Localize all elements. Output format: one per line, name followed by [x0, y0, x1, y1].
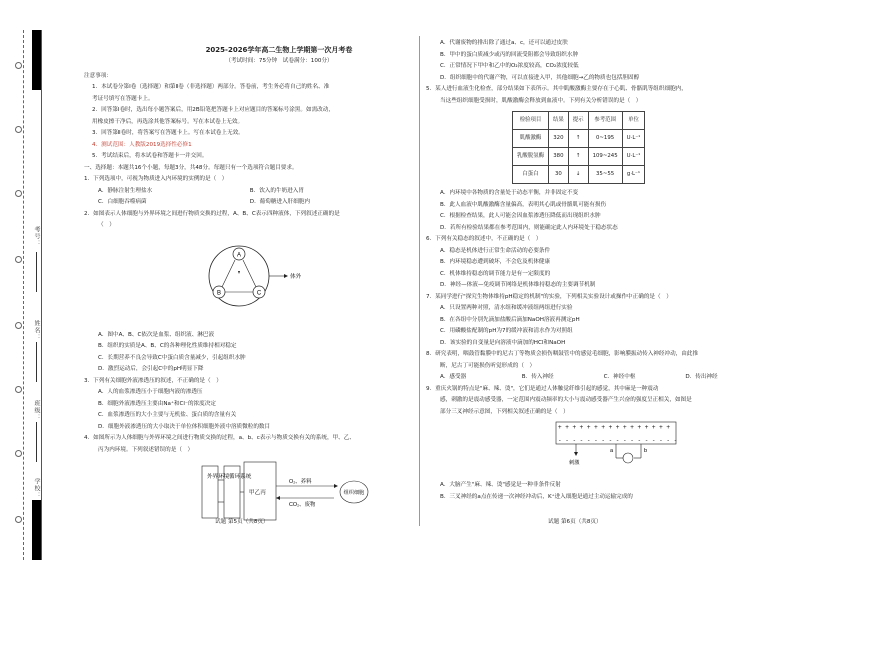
q4-stem: 4．如图所示为人体细胞与外界环境之间进行物质交换的过程，a、b、c表示与物质交换有关的系统，甲、乙、: [84, 435, 355, 441]
q4-label-outside: [207, 472, 230, 480]
q7-stem: 7．某同学进行"探究生物体维持pH稳定的机制"的实验，下列相关实验设计或操作中正确的是（ ）: [426, 293, 672, 300]
section-heading: 一、选择题：本题共16个小题，每题3分，共48分。每题只有一个选项符合题目要求。: [84, 164, 298, 171]
q2-option-d: D．激烈运动后，会引起C中的pH明显下降: [98, 366, 204, 372]
q9-charge-row: + + + + + + + + + + + + + + + +: [558, 424, 670, 431]
q5-option-d: D．若所有检验结果都在参考范围内，则能确定此人内环境处于稳态状态: [440, 224, 618, 231]
binding-field-exam-no: 考号：: [33, 226, 40, 247]
table-cell: 肌酸激酶: [513, 130, 549, 148]
q9-stem: 9．重庆火锅的特点是"麻、辣、烫"，它们是通过人体触觉纤维引起的感觉，其中麻是一种震动: [426, 385, 659, 392]
q5-stem: 5．某人进行血液生化检查，部分结果如下表所示。其中肌酸激酶主要存在于心肌、骨骼肌等组织细胞内，: [426, 86, 687, 92]
binding-hole: [15, 256, 22, 263]
q3-option-a: A．人的血浆渗透压小于细胞内液的渗透压: [98, 389, 203, 395]
table-cell: 109~245: [588, 148, 622, 166]
table-row: [513, 130, 645, 148]
q4-exchange-diagram: [84, 456, 414, 522]
q2-diagram: [84, 232, 414, 330]
q7-option-c: C．用磷酸盐配制的pH为7的缓冲液和清水作为对照组: [440, 328, 573, 334]
q7-option-a: A．只设置两种对照，清水组和缓冲液组两组进行实验: [440, 305, 573, 311]
binding-field-school: 学校：: [33, 478, 40, 499]
q1-option-a: A．静脉注射生理盐水: [98, 187, 153, 194]
footer-page-left: 试题 第5页（共8页）: [215, 519, 269, 525]
q3-option-d: D．细胞外液渗透压的大小取决于单位体积细胞外液中溶质微粒的数目: [98, 423, 271, 430]
q2-stem-cont: （ ）: [98, 222, 115, 228]
q2-label-c: C: [256, 290, 262, 296]
q1-options-row: [84, 197, 414, 209]
binding-strip: [2, 30, 42, 560]
q5-option-b: B．此人血液中肌酸激酶含量偏高，表明其心肌或骨骼肌可能有损伤: [440, 201, 607, 208]
q9-nerve-diagram: [426, 418, 771, 480]
q6-option-a: A．稳态是机体进行正常生命活动的必要条件: [440, 247, 551, 254]
q5-lab-table: [512, 111, 645, 184]
binding-field-line: [36, 252, 37, 292]
q4-outside-text: 外界环境: [207, 474, 230, 480]
table-header-cell: 检验项目: [513, 112, 549, 130]
q1-options-row: [84, 186, 414, 198]
q2-fluid-exchange-diagram: [84, 232, 414, 330]
q2-option-b: B．组织的实质是A、B、C的各种理化性质维持相对稳定: [98, 343, 237, 349]
note-line-scope: 4．测试范围：人教版2019选择性必修1: [92, 141, 192, 148]
table-cell: U·L⁻¹: [622, 130, 645, 148]
q1-option-d: D．葡萄糖进入肝细胞内: [249, 199, 311, 205]
binding-black-bar: [32, 30, 41, 90]
table-cell: U·L⁻¹: [622, 148, 645, 166]
q4-label-co2: CO₂、废物: [289, 502, 316, 508]
q9-label-stimulus: 刺激: [569, 460, 580, 466]
binding-hole: [15, 62, 22, 69]
q9-label-a: a: [610, 448, 614, 454]
note-line: 考证号填写在答题卡上。: [92, 95, 154, 102]
binding-hole: [15, 126, 22, 133]
binding-field-class: 班级：: [33, 400, 40, 421]
table-cell: 380: [548, 148, 568, 166]
table-header-row: [513, 112, 645, 130]
binding-hole: [15, 190, 22, 197]
table-cell: 乳酸脱氢酶: [513, 148, 549, 166]
table-header-cell: 提示: [568, 112, 588, 130]
q2-option-c: C．长期营养不良会导致C中蛋白质含量减少，引起组织水肿: [98, 354, 246, 361]
q4-option-b: B．甲中的蛋白质减少或丙的回流受阻都会导致组织水肿: [440, 51, 579, 58]
q4-option-c: C．正常情况下甲中和乙中的O₂浓度较高，CO₂浓度较低: [440, 63, 579, 69]
q1-option-c: C．白细胞吞噬病菌: [98, 199, 147, 205]
q4-stem-cont: 丙为内环境。下列叙述错误的是（ ）: [98, 446, 194, 453]
table-cell: 320: [548, 130, 568, 148]
note-line: 3．回答第Ⅱ卷时，将答案写在答题卡上。写在本试卷上无效。: [92, 130, 244, 136]
note-line: 2．回答第Ⅰ卷时，选出每小题答案后，用2B铅笔把答题卡上对应题目的答案标号涂黑。如需改动，: [92, 107, 334, 113]
table-header-cell: 结果: [548, 112, 568, 130]
q3-stem: 3．下列有关细胞外液渗透压的叙述，不正确的是（ ）: [84, 377, 222, 384]
q9-label-b: b: [644, 448, 648, 454]
q7-option-d: D．该实验的自变量是向溶液中滴加的HCl和NaOH: [440, 339, 566, 346]
q4-option-a: A．代谢废物的排出除了通过a、c，还可以通过皮肤: [440, 40, 568, 46]
binding-hole: [15, 450, 22, 457]
q2-option-a: A．图中A、B、C依次是血浆、组织液、淋巴液: [98, 331, 215, 338]
notes-heading: 注意事项：: [84, 72, 112, 79]
q4-label-cell: 组织细胞: [343, 490, 365, 496]
binding-field-line: [36, 342, 37, 382]
q6-option-d: D．神经—体液—免疫调节网络是机体维持稳态的主要调节机制: [440, 282, 596, 288]
note-line: 5．考试结束后，将本试卷和答题卡一并交回。: [92, 153, 208, 159]
binding-black-bar: [32, 500, 41, 560]
table-cell: 白蛋白: [513, 166, 549, 184]
q2-stem: 2．如图表示人体细胞与外界环境之间进行物质交换的过程，A、B、C表示四种液体，下列叙述正确的是: [84, 210, 340, 217]
table-header-cell: 参考范围: [588, 112, 622, 130]
binding-field-line: [36, 422, 37, 462]
q9-charge-row: - - - - - - - - - - - - - - - - -: [558, 437, 678, 444]
q5-option-a: A．内环境中各物质的含量处于动态平衡，并非固定不变: [440, 190, 579, 196]
q8-option-a: A．感受器: [440, 374, 467, 380]
q1-option-b: B．饮入的牛奶进入胃: [249, 187, 304, 194]
q4-label-internal: 甲乙丙: [249, 490, 266, 496]
q8-option-c: C．神经中枢: [603, 374, 636, 380]
binding-hole: [15, 386, 22, 393]
q5-option-c: C．根据检查结果，此人可能会因血浆渗透压降低而出现组织水肿: [440, 213, 601, 219]
exam-subtitle: （考试时间：75分钟 试卷满分：100分）: [225, 58, 333, 64]
q9-stem-cont: 感，刺激的是震动感受器，一定范围内震动频率的大小与震动感受器产生兴奋的强度呈正相关，如图是: [440, 397, 692, 403]
q5-stem-cont: 当这些组织细胞受损时，肌酸激酶会释放到血液中。下列有关分析错误的是（ ）: [440, 97, 642, 104]
q9-option-a: A．大脑产生"麻、辣、烫"感觉是一种非条件反射: [440, 482, 561, 488]
table-cell: 30: [548, 166, 568, 184]
q9-diagram: [426, 418, 771, 480]
table-cell: g·L⁻¹: [622, 166, 645, 184]
q4-diagram: [84, 456, 414, 522]
q6-stem: 6．下列有关稳态的叙述中，不正确的是（ ）: [426, 236, 542, 242]
note-line: 1．本试卷分第Ⅰ卷（选择题）和第Ⅱ卷（非选择题）两部分。答卷前，考生务必将自己的姓名、准: [92, 84, 330, 90]
q3-option-c: C．血浆渗透压的大小主要与无机盐、蛋白质的含量有关: [98, 412, 237, 418]
table-cell: ↑: [568, 130, 588, 148]
left-column: [84, 40, 414, 522]
q8-option-b: B．传入神经: [521, 374, 554, 380]
q2-label-b: B: [216, 290, 222, 296]
q2-label-a: A: [236, 252, 242, 258]
q4-label-circulation: 循环系统: [229, 474, 252, 480]
q3-option-b: B．细胞外液渗透压主要由Na⁺和Cl⁻的浓度决定: [98, 400, 216, 407]
table-row: [513, 166, 645, 184]
binding-fold-line: [23, 30, 24, 560]
q4-label-o2: O₂、养料: [289, 479, 312, 485]
right-column: [426, 38, 771, 503]
q6-option-c: C．机体维持稳态的调节能力是有一定限度的: [440, 270, 551, 277]
q7-option-b: B．在各组中分别先滴加盐酸后滴加NaOH溶液再测定pH: [440, 316, 580, 323]
q8-options-row: [426, 372, 771, 384]
table-cell: ↑: [568, 148, 588, 166]
binding-hole: [15, 516, 22, 523]
column-divider: [419, 36, 420, 526]
q9-stem-cont: 部分三叉神经示意图，下列相关叙述正确的是（ ）: [440, 408, 569, 415]
q8-stem-cont: 断，尼古丁可能损伤听觉形成的（ ）: [440, 362, 536, 369]
q8-option-d: D．传出神经: [685, 374, 718, 380]
binding-hole: [15, 322, 22, 329]
binding-field-name: 姓名：: [33, 320, 40, 341]
q6-option-b: B．内环境稳态遭到破坏，不会危及机体健康: [440, 259, 551, 265]
table-header-cell: 单位: [622, 112, 645, 130]
table-row: [513, 148, 645, 166]
q4-option-d: D．组织细胞中的代谢产物，可以直接进入甲，其他细胞→乙的物质也包括胆固醇: [440, 74, 640, 81]
q9-option-b: B．三叉神经的a点在传递一次神经冲动后，K⁺进入细胞是通过主动运输完成的: [440, 493, 633, 500]
q1-stem: 1．下列选项中，可视为物质进入内环境的实例的是（ ）: [84, 176, 228, 182]
exam-title: 2025-2026学年高二生物上学期第一次月考卷: [205, 46, 353, 54]
q2-label-outside: 体外: [290, 273, 302, 280]
table-cell: ↓: [568, 166, 588, 184]
table-cell: 35~55: [588, 166, 622, 184]
q8-stem: 8．研究表明，咽鼓管黏膜中的尼古丁等物质会损伤咽鼓管中的感觉毛细胞，影响膜振动传入神经冲动，由此推: [426, 351, 699, 357]
note-line: 用橡皮擦干净后，再选涂其他答案标号。写在本试卷上无效。: [92, 118, 244, 125]
table-cell: 0~195: [588, 130, 622, 148]
footer-page-right: 试题 第6页（共8页）: [548, 519, 602, 525]
